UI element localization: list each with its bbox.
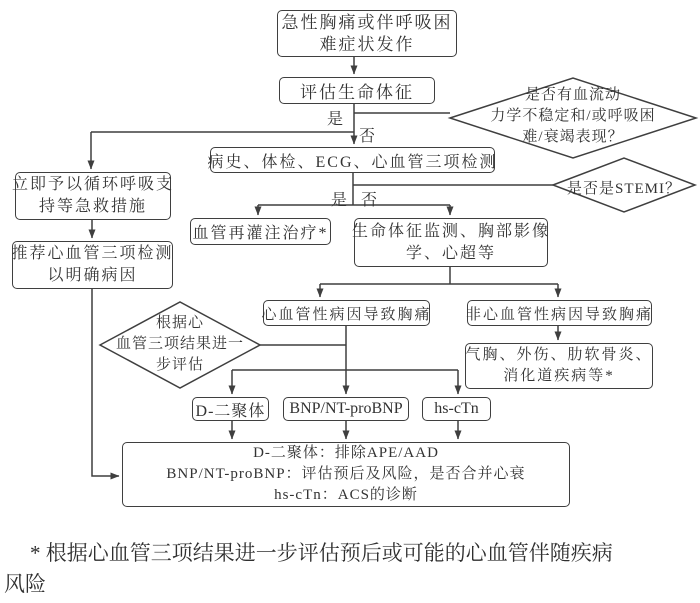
node-start <box>277 10 457 57</box>
node-start-line1: 急性胸痛或伴呼吸困 <box>281 12 453 32</box>
node-hsctn-label: hs-cTn <box>434 400 479 417</box>
node-summary-line2: BNP/NT-proBNP：评估预后及风险，是否合并心衰 <box>166 466 526 482</box>
node-support <box>12 172 175 220</box>
node-monitor <box>352 218 551 267</box>
node-summary-line3: hs-cTn：ACS的诊断 <box>274 487 418 503</box>
node-ddimer <box>192 397 269 421</box>
node-noncardiac-label: 非心血管性病因导致胸痛 <box>466 306 654 323</box>
branch-label-yes-2: 是 <box>331 192 348 209</box>
node-summary <box>122 442 570 507</box>
node-reperfusion-label: 血管再灌注治疗* <box>192 225 329 242</box>
node-summary-line1: D-二聚体：排除APE/AAD <box>253 445 439 461</box>
footnote-line1: * 根据心血管三项结果进一步评估预后或可能的心血管伴随疾病 <box>30 541 613 565</box>
decision-evaluate-line2: 血管三项结果进一 <box>115 336 244 352</box>
node-pneumothorax <box>465 343 653 389</box>
node-history-label: 病史、体检、ECG、心血管三项检测 <box>207 153 498 171</box>
node-recommend-line1: 推荐心血管三项检测 <box>11 245 174 262</box>
node-ddimer-label: D-二聚体 <box>195 402 266 420</box>
branch-label-yes-1: 是 <box>327 111 344 128</box>
decision-evaluate-text <box>100 313 260 376</box>
decision-evaluate-line3: 步评估 <box>155 357 204 373</box>
node-support-line2: 持等急救措施 <box>38 198 147 215</box>
decision-hemodynamic-line3: 难/衰竭表现？ <box>522 129 624 145</box>
node-bnp <box>283 397 409 421</box>
decision-evaluate-line1: 根据心 <box>155 315 204 331</box>
node-recommend <box>12 241 173 289</box>
node-noncardiac-cause <box>467 300 652 326</box>
node-pneumo-line1: 气胸、外伤、肋软骨炎、 <box>465 347 653 363</box>
decision-hemodynamic-line2: 力学不稳定和/或呼吸困 <box>490 108 656 124</box>
footnote <box>4 538 698 600</box>
node-recommend-line2: 以明确病因 <box>47 267 138 284</box>
node-cardiac-cause <box>263 300 430 326</box>
node-bnp-label: BNP/NT-proBNP <box>289 400 403 417</box>
node-support-line1: 立即予以循环呼吸支 <box>12 176 175 193</box>
node-monitor-line1: 生命体征监测、胸部影像 <box>352 222 551 240</box>
decision-stemi-text <box>553 177 695 198</box>
node-assess-vitals <box>279 77 435 104</box>
node-start-line2: 难症状发作 <box>319 34 415 54</box>
branch-label-no-2: 否 <box>361 192 378 209</box>
footnote-line2: 风险 <box>4 572 46 596</box>
node-cardiac-label: 心血管性病因导致胸痛 <box>261 306 432 323</box>
node-monitor-line2: 学、心超等 <box>405 244 496 262</box>
decision-hemodynamic-line1: 是否有血流动 <box>524 87 621 103</box>
node-hsctn <box>422 397 491 421</box>
node-pneumo-line2: 消化道疾病等* <box>503 368 615 384</box>
node-history-exam <box>207 147 498 173</box>
branch-label-no-1: 否 <box>359 128 376 145</box>
node-reperfusion <box>190 218 331 245</box>
decision-stemi-line1: 是否是STEMI？ <box>566 181 681 197</box>
decision-hemodynamic-text <box>458 85 688 148</box>
node-assess-label: 评估生命体征 <box>300 83 414 102</box>
